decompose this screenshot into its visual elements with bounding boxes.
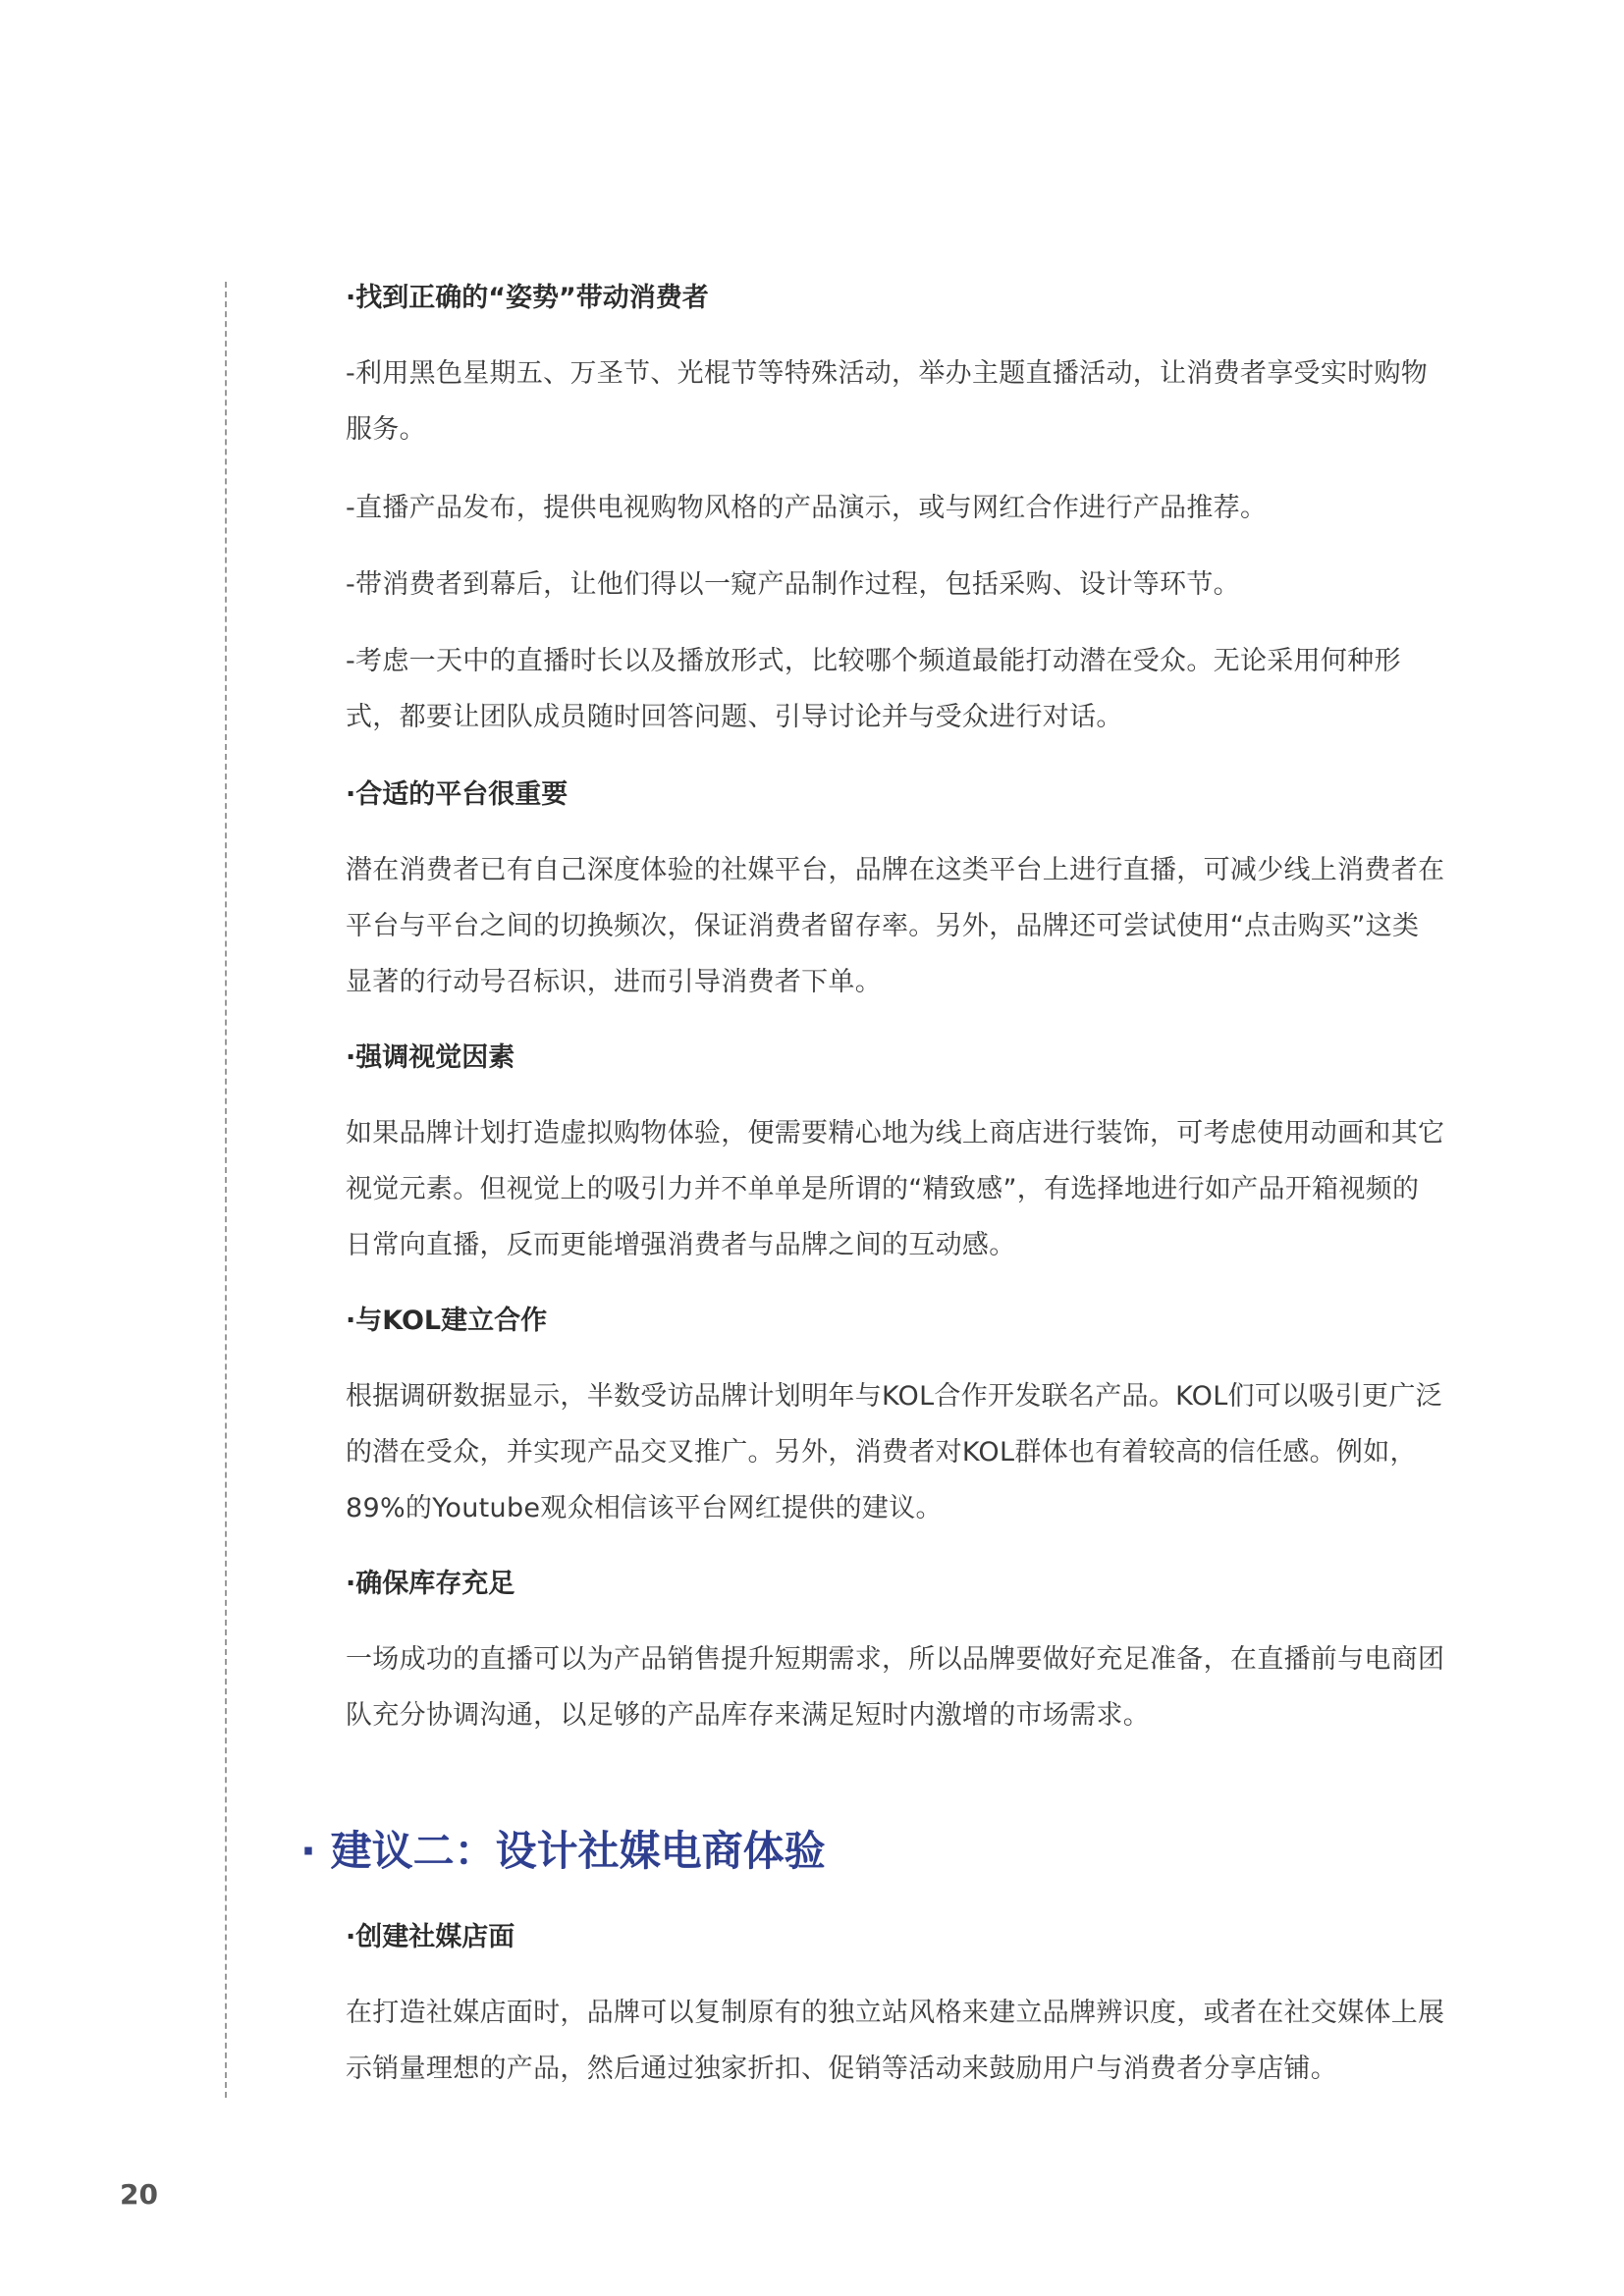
paragraph-social-store: 在打造社媒店面时，品牌可以复制原有的独立站风格来建立品牌辨识度，或者在社交媒体上展示销量理想的产品，然后通过独家折扣、促销等活动来鼓励用户与消费者分享店铺。 (346, 1998, 1445, 2084)
section-title: · 建议二：设计社媒电商体验 (300, 1827, 826, 1875)
subhead-visual: ·强调视觉因素 (346, 1042, 515, 1073)
subhead-posture: ·找到正确的“姿势”带动消费者 (346, 283, 709, 313)
subhead-kol: ·与KOL建立合作 (346, 1306, 548, 1336)
paragraph-kol: 根据调研数据显示，半数受访品牌计划明年与KOL合作开发联名产品。KOL们可以吸引更广泛的潜在受众，并实现产品交叉推广。另外，消费者对KOL群体也有着较高的信任感。例如，89%的Youtube观众相信该平台网红提供的建议。 (346, 1381, 1442, 1523)
paragraph-platform: 潜在消费者已有自己深度体验的社媒平台，品牌在这类平台上进行直播，可减少线上消费者在平台与平台之间的切换频次，保证消费者留存率。另外，品牌还可尝试使用“点击购买”这类显著的行动号召标识，进而引导消费者下单。 (346, 855, 1445, 997)
dashed-margin-rule (225, 282, 227, 2098)
paragraph-inventory: 一场成功的直播可以为产品销售提升短期需求，所以品牌要做好充足准备，在直播前与电商团队充分协调沟通，以足够的产品库存来满足短时内激增的市场需求。 (346, 1644, 1445, 1731)
subhead-inventory: ·确保库存充足 (346, 1569, 515, 1599)
paragraph-visual: 如果品牌计划打造虚拟购物体验，便需要精心地为线上商店进行装饰，可考虑使用动画和其它视觉元素。但视觉上的吸引力并不单单是所谓的“精致感”，有选择地进行如产品开箱视频的日常向直播，反而更能增强消费者与品牌之间的互动感。 (346, 1118, 1445, 1260)
subhead-social-store: ·创建社媒店面 (346, 1922, 515, 1952)
paragraph-product-launch: -直播产品发布，提供电视购物风格的产品演示，或与网红合作进行产品推荐。 (346, 493, 1268, 523)
paragraph-stream-duration: -考虑一天中的直播时长以及播放形式，比较哪个频道最能打动潜在受众。无论采用何种形式，都要让团队成员随时回答问题、引导讨论并与受众进行对话。 (346, 646, 1401, 732)
page-number: 20 (120, 2178, 158, 2211)
subhead-platform: ·合适的平台很重要 (346, 779, 568, 810)
paragraph-behind-scenes: -带消费者到幕后，让他们得以一窥产品制作过程，包括采购、设计等环节。 (346, 569, 1240, 600)
paragraph-special-events: -利用黑色星期五、万圣节、光棍节等特殊活动，举办主题直播活动，让消费者享受实时购物服务。 (346, 358, 1429, 445)
